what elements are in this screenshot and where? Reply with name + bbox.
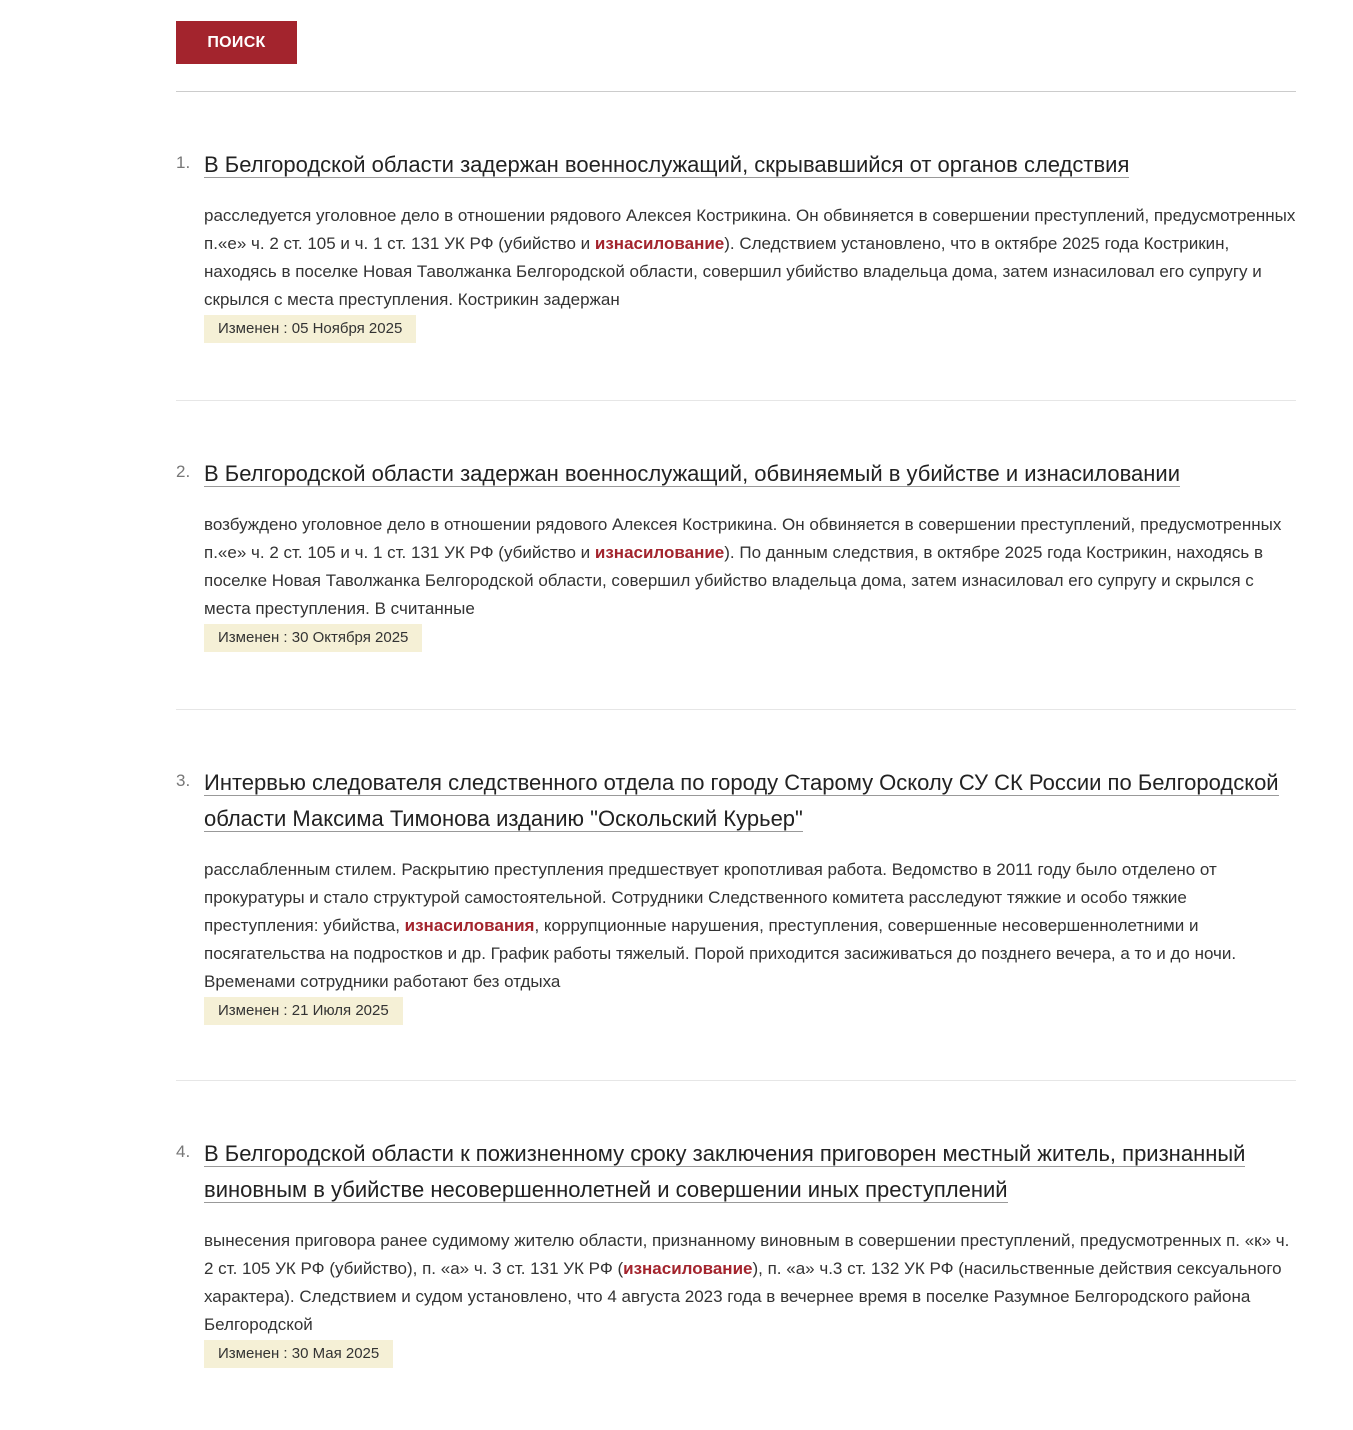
result-snippet: возбуждено уголовное дело в отношении рядового Алексея Кострикина. Он обвиняется в совершении преступлений, предусмотренных п.«е» ч. 2 ст. 105 и ч. 1 ст. 131 УК РФ (убийство и изнасилование). По данным следствия, в октябре 2025 года Кострикин, находясь в поселке Новая Таволжанка Белгородской области, совершил убийство владельца дома, затем изнасиловал его супругу и скрылся с места преступления. В считанные — [204, 515, 1282, 618]
modified-date-badge: Изменен : 30 Октября 2025 — [204, 624, 422, 652]
result-number: 1. — [176, 153, 191, 172]
search-results — [176, 92, 1296, 1411]
result-title-link[interactable]: В Белгородской области задержан военнослужащий, обвиняемый в убийстве и изнасиловании — [204, 461, 1181, 486]
search-result — [176, 401, 1296, 710]
result-snippet: вынесения приговора ранее судимому жителю области, признанному виновным в совершении преступлений, предусмотренных п. «к» ч. 2 ст. 105 УК РФ (убийство), п. «а» ч. 3 ст. 131 УК РФ (изнасилование), п. «а» ч.3 ст. 132 УК РФ (насильственные действия сексуального характера). Следствием и судом установлено, что 4 августа 2023 года в вечернее время в поселке Разумное Белгородского района Белгородской — [204, 1231, 1290, 1334]
result-title-link[interactable]: В Белгородской области к пожизненному сроку заключения приговорен местный житель, признанный виновным в убийстве несовершеннолетней и совершении иных преступлений — [204, 1141, 1246, 1202]
search-result — [176, 1081, 1296, 1411]
result-number: 3. — [176, 771, 191, 790]
result-snippet: расслабленным стилем. Раскрытию преступления предшествует кропотливая работа. Ведомство в 2011 году было отделено от прокуратуры и стало структурой самостоятельной. Сотрудники Следственного комитета расследуют тяжкие и особо тяжкие преступления: убийства, изнасилования, коррупционные нарушения, преступления, совершенные несовершеннолетними и посягательства на подростков и др. График работы тяжелый. Порой приходится засиживаться до позднего вечера, а то и до ночи. Временами сотрудники работают без отдыха — [204, 860, 1237, 991]
result-number: 4. — [176, 1142, 191, 1161]
search-highlight: изнасилование — [594, 234, 725, 253]
result-number: 2. — [176, 462, 191, 481]
modified-date-badge: Изменен : 30 Мая 2025 — [204, 1340, 393, 1368]
search-result — [176, 710, 1296, 1081]
result-title-link[interactable]: В Белгородской области задержан военнослужащий, скрывавшийся от органов следствия — [204, 152, 1130, 177]
search-highlight: изнасилование — [594, 543, 725, 562]
result-title-link[interactable]: Интервью следователя следственного отдела по городу Старому Осколу СУ СК России по Белгородской области Максима Тимонова изданию "Оскольский Курьер" — [204, 770, 1279, 831]
search-highlight: изнасилования — [404, 916, 535, 935]
search-result — [176, 92, 1296, 401]
search-button[interactable]: ПОИСК — [176, 21, 297, 64]
search-highlight: изнасилование — [623, 1259, 753, 1278]
result-snippet: расследуется уголовное дело в отношении рядового Алексея Кострикина. Он обвиняется в совершении преступлений, предусмотренных п.«е» ч. 2 ст. 105 и ч. 1 ст. 131 УК РФ (убийство и изнасилование). Следствием установлено, что в октябре 2025 года Кострикин, находясь в поселке Новая Таволжанка Белгородской области, совершил убийство владельца дома, затем изнасиловал его супругу и скрылся с места преступления. Кострикин задержан — [204, 206, 1296, 309]
modified-date-badge: Изменен : 21 Июля 2025 — [204, 997, 403, 1025]
modified-date-badge: Изменен : 05 Ноября 2025 — [204, 315, 416, 343]
